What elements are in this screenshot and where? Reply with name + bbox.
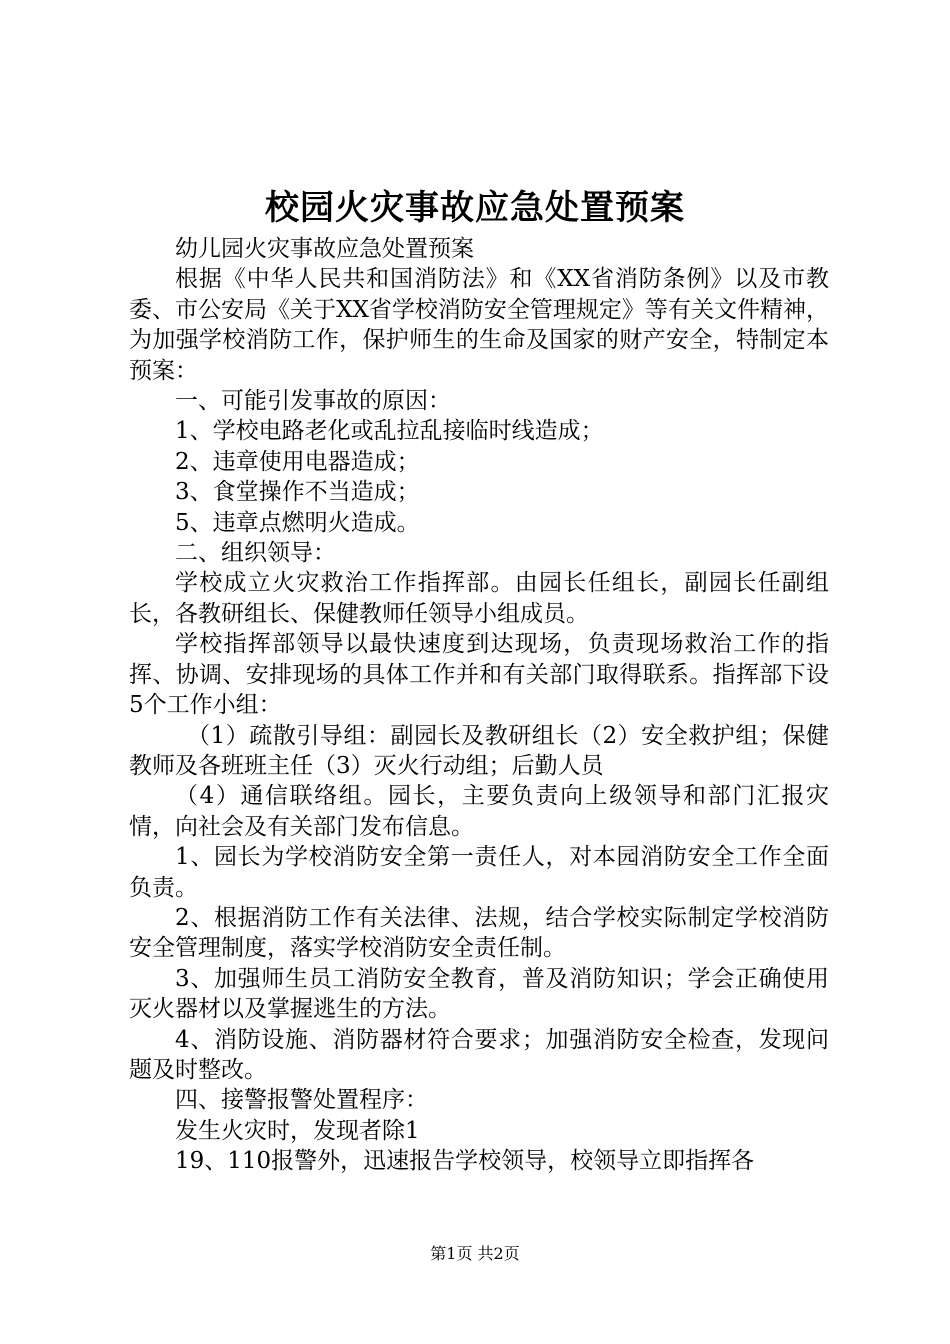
paragraph: 3、加强师生员工消防安全教育，普及消防知识；学会正确使用灭火器材以及掌握逃生的方法。	[129, 965, 829, 1023]
paragraph: 二、组织领导：	[175, 540, 336, 567]
paragraph: 1、园长为学校消防安全第一责任人，对本园消防安全工作全面负责。	[129, 844, 829, 901]
paragraph: 5、违章点燃明火造成。	[175, 509, 420, 536]
document-body	[129, 234, 829, 1177]
paragraph: 幼儿园火灾事故应急处置预案	[175, 236, 474, 262]
page-footer: 第1页 共2页	[430, 1244, 520, 1263]
paragraph: 1、学校电路老化或乱拉乱接临时线造成；	[175, 418, 604, 445]
document-title: 校园火灾事故应急处置预案	[265, 188, 685, 228]
paragraph: 2、违章使用电器造成；	[175, 448, 420, 475]
paragraph: 学校成立火灾救治工作指挥部。由园长任组长，副园长任副组长，各教研组长、保健教师任领导小组成员。	[129, 570, 829, 627]
paragraph: 根据《中华人民共和国消防法》和《XX省消防条例》以及市教委、市公安局《关于XX省学校消防安全管理规定》等有关文件精神，为加强学校消防工作，保护师生的生命及国家的财产安全，特制定本预案：	[129, 266, 829, 384]
paragraph: 2、根据消防工作有关法律、法规，结合学校实际制定学校消防安全管理制度，落实学校消防安全责任制。	[129, 904, 829, 962]
paragraph: 一、可能引发事故的原因：	[175, 388, 451, 415]
paragraph: 四、接警报警处置程序：	[175, 1087, 428, 1114]
paragraph: 学校指挥部领导以最快速度到达现场，负责现场救治工作的指挥、协调、安排现场的具体工作并和有关部门取得联系。指挥部下设5个工作小组：	[129, 631, 829, 719]
paragraph: （1）疏散引导组：副园长及教研组长（2）安全救护组；保健教师及各班班主任（3）灭火行动组；后勤人员	[129, 722, 829, 779]
paragraph: 19、110报警外，迅速报告学校领导，校领导立即指挥各	[175, 1148, 755, 1175]
paragraph: 4、消防设施、消防器材符合要求；加强消防安全检查，发现问题及时整改。	[129, 1026, 829, 1083]
paragraph: 发生火灾时，发现者除1	[175, 1117, 420, 1144]
paragraph: 3、食堂操作不当造成；	[175, 479, 420, 506]
paragraph: （4）通信联络组。园长，主要负责向上级领导和部门汇报灾情，向社会及有关部门发布信息。	[129, 783, 829, 840]
